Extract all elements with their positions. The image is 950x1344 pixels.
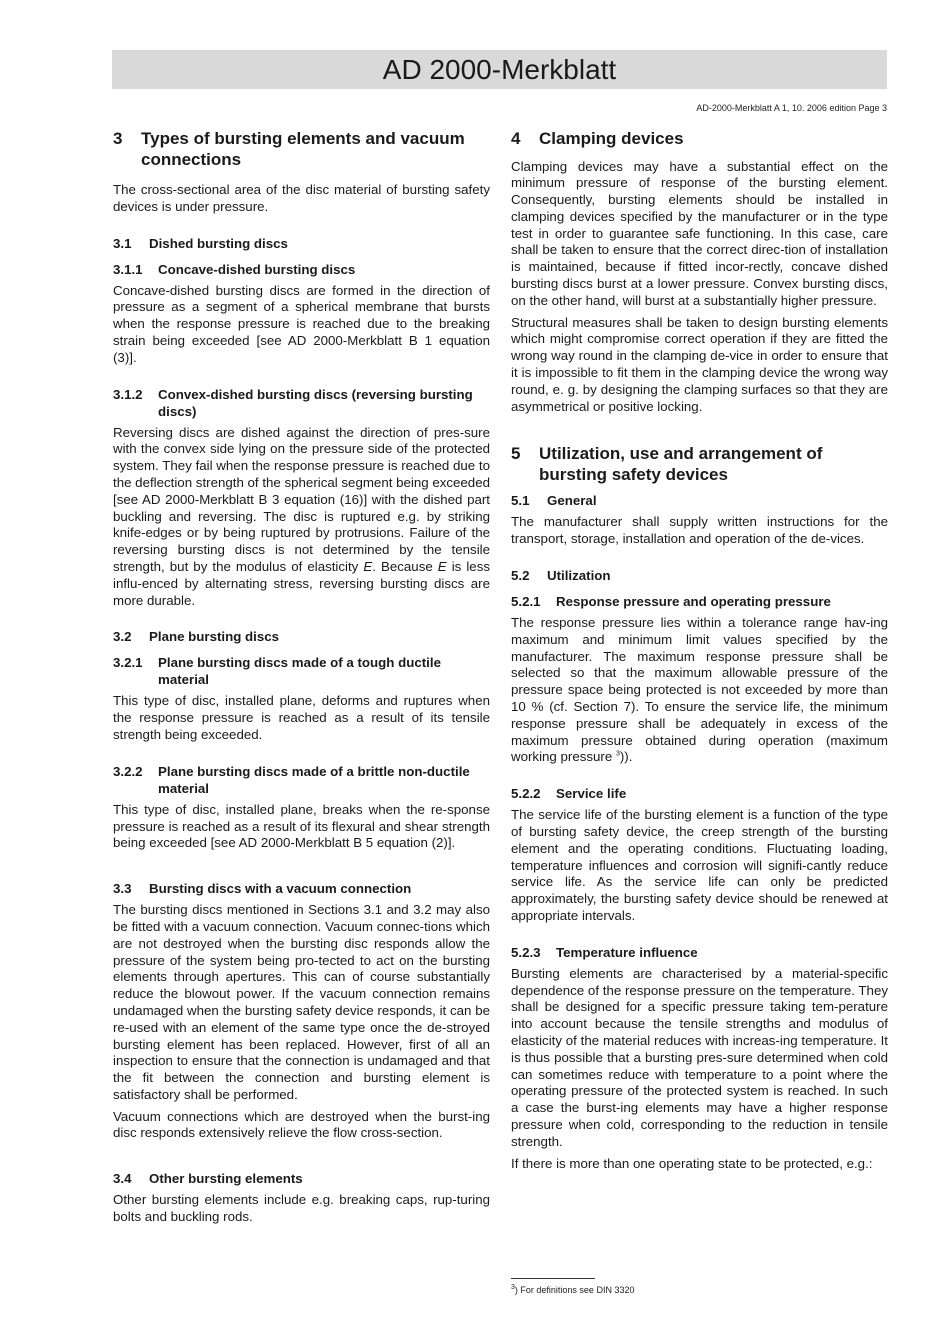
footnote: $^3$) For definitions see DIN 3320: [511, 1284, 635, 1295]
paragraph: Other bursting elements include e.g. breaking caps, rup-turing bolts and buckling rods.: [113, 1192, 490, 1225]
paragraph: The cross-sectional area of the disc material of bursting safety devices is under pressure.: [113, 182, 490, 214]
paragraph: Clamping devices may have a substantial effect on the minimum pressure of response of the bursting element. Consequently, bursting elements should be installed in clamping devices specified by the manufacturer or in the type test in order to guarantee safe functioning. In this case, care shall be taken to ensure that the correct direc-tion of installation is maintained, because if fitted incor-rectly, concave dished bursting discs burst at a lower pressure. Convex bursting discs, on the other hand, will burst at a substantially higher pressure.: [511, 158, 888, 308]
paragraph: This type of disc, installed plane, breaks when the re-sponse pressure is reached as a result of its flexural and shear strength being exceeded [see AD 2000-Merkblatt B 5 equation (2)].: [113, 801, 490, 851]
section-3-heading: 3 Types of bursting elements and vacuum connections: [113, 129, 465, 169]
footnote-ref: 3: [615, 751, 620, 758]
section-4-heading: 4 Clamping devices: [511, 129, 684, 148]
section-3-4-heading: 3.4 Other bursting elements: [113, 1171, 303, 1187]
footnote-divider: [511, 1278, 595, 1279]
section-5-2-1-heading: 5.2.1 Response pressure and operating pressure: [511, 594, 831, 610]
paragraph: Bursting elements are characterised by a material-specific dependence of the response pressure on the temperature. They shall be designed for a specific pressure taking tem-perature into account because the tensile strengths and modulus of elasticity of the material reduces with increas-ing temperature. It is thus possible that a bursting pres-sure determined when cold can sometimes reduce with temperature to a point where the operating pressure of the protected system is reached. In such a case the burst-ing elements may have a higher response pressure when cold, corresponding to the reduction in tensile strength.: [511, 965, 888, 1149]
right-column: [511, 129, 888, 1172]
section-3-1-2-heading: 3.1.2 Convex-dished bursting discs (reversing bursting discs): [113, 386, 473, 419]
section-3-2-1-heading: 3.2.1 Plane bursting discs made of a tough ductile material: [113, 655, 441, 688]
section-5-1-heading: 5.1 General: [511, 493, 597, 509]
paragraph: This type of disc, installed plane, deforms and ruptures when the response pressure is reached as a result of its tensile strength being exceeded.: [113, 693, 490, 742]
running-head: AD-2000-Merkblatt A 1, 10. 2006 edition Page 3: [696, 103, 887, 113]
section-3-2-heading: 3.2 Plane bursting discs: [113, 629, 280, 645]
left-column: [113, 129, 490, 1226]
section-5-heading: 5 Utilization, use and arrangement of bursting safety devices: [511, 444, 823, 484]
section-3-2-2-heading: 3.2.2 Plane bursting discs made of a brittle non-ductile material: [113, 763, 470, 796]
paragraph: If there is more than one operating state to be protected, e.g.:: [511, 1155, 873, 1171]
paragraph: Reversing discs are dished against the direction of pres-sure with the convex side lying on the pressure side of the protected system. They fail when the response pressure is reached due to the deflection strength of the spherical segment being exceeded [see AD 2000-Merkblatt B 3 equation (16)] with the dished part buckling and reversing. The disc is ruptured e.g. by striking knife-edges or by being ruptured by protrusions. Failure of the reversing bursting discs is not determined by the tensile strength, but by the modulus of elasticity E. Because E is less influ-enced by alternating stress, reversing bursting discs are more durable.: [113, 424, 490, 608]
paragraph: The manufacturer shall supply written instructions for the transport, storage, installation and operation of the de-vices.: [511, 514, 888, 547]
section-5-2-heading: 5.2 Utilization: [511, 568, 611, 584]
section-3-1-1-heading: 3.1.1 Concave-dished bursting discs: [113, 261, 356, 277]
paragraph: The service life of the bursting element is a function of the type of bursting safety device, the creep strength of the bursting element and the operating conditions. Fluctuating loading, temperature influences and corrosion will signifi-cantly reduce service life. As the service life can only be predicted approximately, the bursting safety device should be renewed at appropriate intervals.: [511, 807, 888, 923]
section-5-2-2-heading: 5.2.2 Service life: [511, 786, 627, 802]
paragraph: Vacuum connections which are destroyed when the burst-ing disc responds extensively relieve the flow cross-section.: [113, 1108, 490, 1141]
paragraph: Concave-dished bursting discs are formed in the direction of pressure as a segment of a spherical membrane that bursts when the response pressure is reached due to the breaking strain being exceeded [see AD 2000-Merkblatt B 1 equation (3)].: [113, 282, 490, 365]
paragraph: The bursting discs mentioned in Sections 3.1 and 3.2 may also be fitted with a vacuum connection. Vacuum connec-tions which are not destroyed when the bursting disc responds allow the pressure of the system being pro-tected to act on the bursting elements through apertures. This can of course substantially reduce the blowout power. If the vacuum connection remains undamaged when the bursting safety device responds, it can be re-used with an element of the same type once the de-stroyed bursting element has been replaced. However, first of all an inspection to ensure that the connection is undamaged and that the fit between the connection and bursting element is satisfactory shall be performed.: [113, 902, 490, 1102]
document-title: AD 2000-Merkblatt: [112, 50, 887, 89]
paragraph: The response pressure lies within a tolerance range hav-ing maximum and minimum limit values specified by the manufacturer. The maximum response pressure shall be selected so that the maximum allowable pressure of the pressure space being protected is not exceeded by more than 10 % (cf. Section 7). To ensure the service life, the minimum response pressure shall be adequately in excess of the maximum pressure obtained during operation (maximum working pressure $^3$)).: [511, 615, 888, 765]
paragraph: Structural measures shall be taken to design bursting elements which might compromise correct operation if they are fitted the wrong way round in the clamping de-vice in order to ensure that it is impossible to fit them in the clamping device the wrong way round, e. g. by designing the clamping surfaces so that they are asymmetrical or positive locking.: [511, 314, 888, 414]
section-5-2-3-heading: 5.2.3 Temperature influence: [511, 944, 698, 960]
section-3-3-heading: 3.3 Bursting discs with a vacuum connection: [113, 881, 412, 897]
section-3-1-heading: 3.1 Dished bursting discs: [113, 235, 288, 251]
